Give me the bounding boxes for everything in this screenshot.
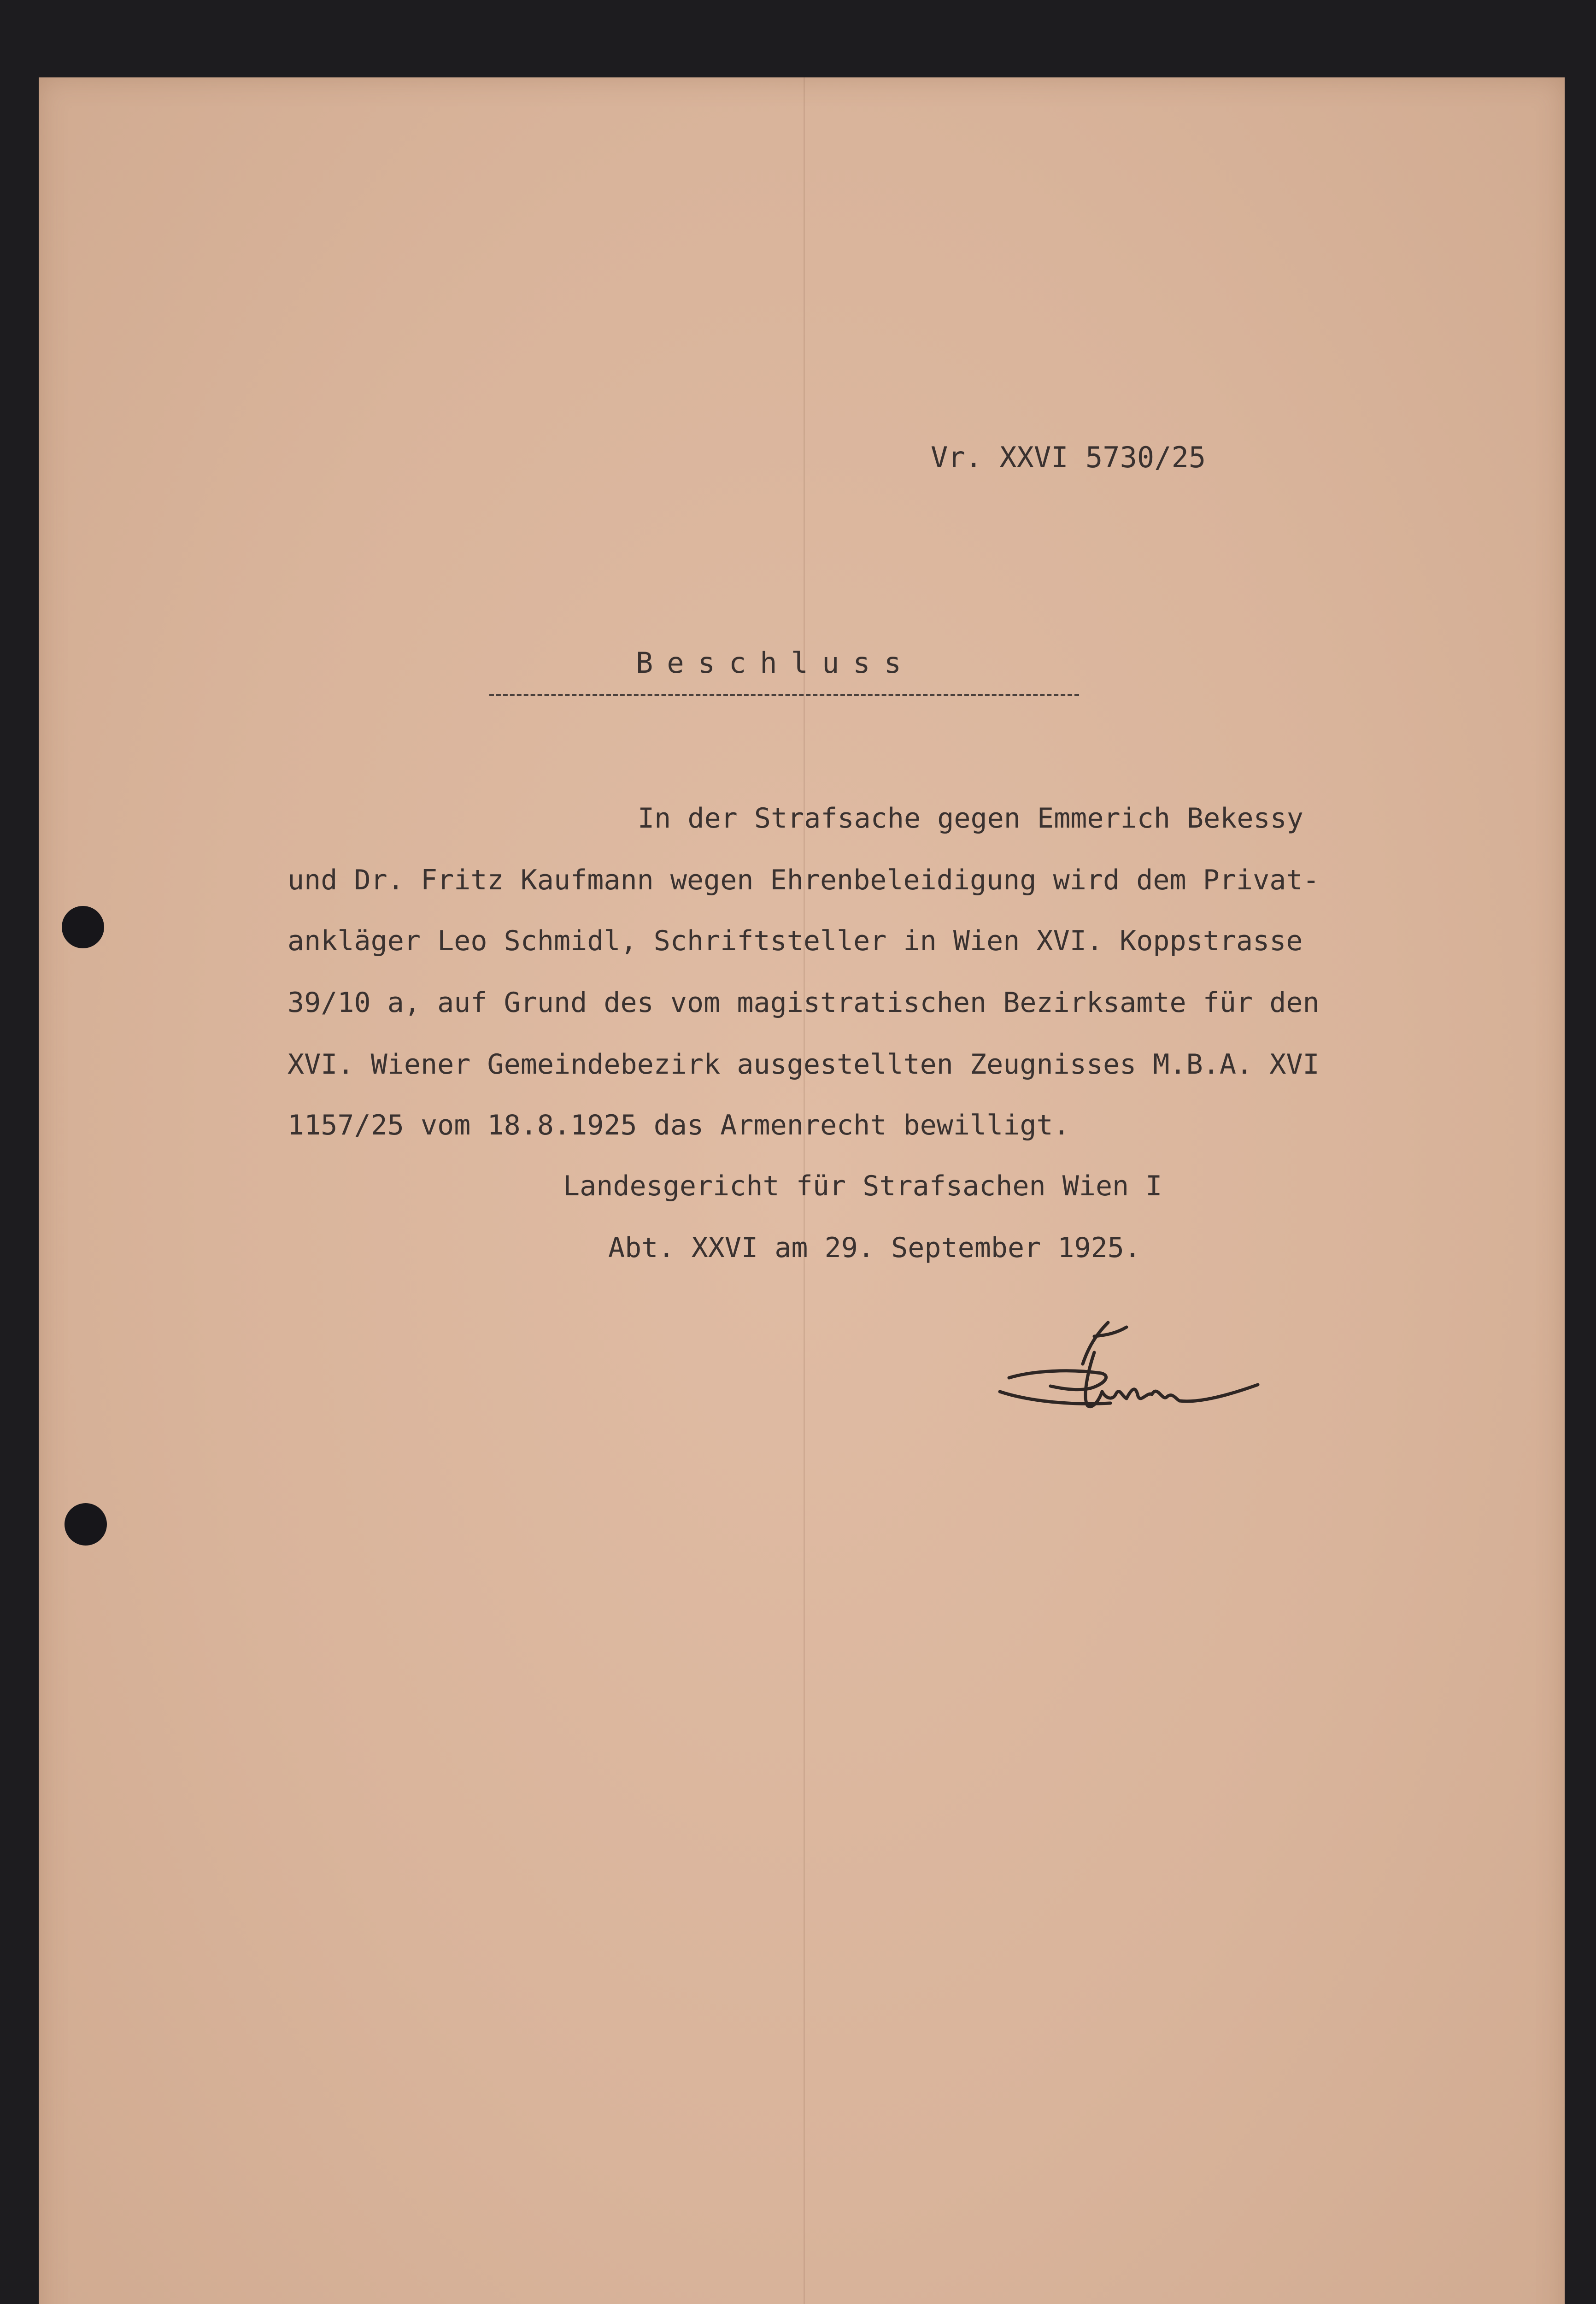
body-line-6: 1157/25 vom 18.8.1925 das Armenrecht bewilligt. xyxy=(288,1109,1070,1141)
court-date: Abt. XXVI am 29. September 1925. xyxy=(608,1232,1141,1264)
punch-hole-top xyxy=(62,906,104,948)
title-underline xyxy=(489,694,1079,696)
body-line-4: 39/10 a, auf Grund des vom magistratischen Bezirksamte für den xyxy=(288,987,1320,1019)
punch-hole-bottom xyxy=(65,1503,107,1546)
handwritten-signature xyxy=(995,1309,1262,1428)
document-title: Beschluss xyxy=(636,646,915,680)
reference-number: Vr. XXVI 5730/25 xyxy=(931,441,1206,474)
court-name: Landesgericht für Strafsachen Wien I xyxy=(563,1170,1162,1202)
body-line-1: In der Strafsache gegen Emmerich Bekessy xyxy=(638,802,1303,835)
body-line-2: und Dr. Fritz Kaufmann wegen Ehrenbeleidigung wird dem Privat- xyxy=(288,864,1320,896)
body-line-3: ankläger Leo Schmidl, Schriftsteller in Wien XVI. Koppstrasse xyxy=(288,925,1303,957)
body-line-5: XVI. Wiener Gemeindebezirk ausgestellten Zeugnisses M.B.A. XVI xyxy=(288,1048,1320,1081)
